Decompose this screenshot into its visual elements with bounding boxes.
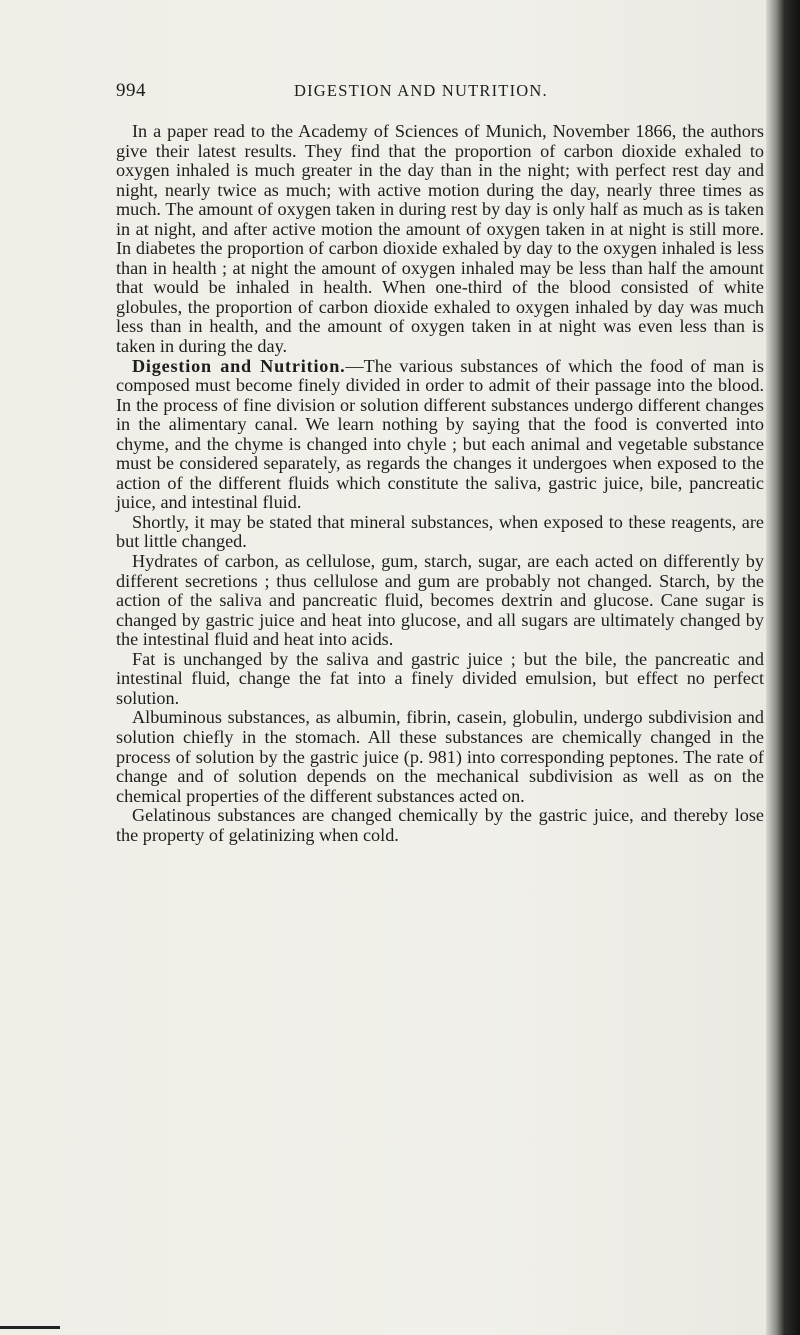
binding-edge (766, 0, 800, 1335)
bottom-rule (0, 1326, 60, 1329)
paragraph-mineral-substances: Shortly, it may be stated that mineral substances, when exposed to these reagents, are but little changed. (116, 511, 764, 552)
running-head (116, 80, 756, 106)
section-heading: Digestion and Nutrition. (132, 355, 346, 376)
paragraph-fat: Fat is unchanged by the saliva and gastric juice ; but the bile, the pancreatic and intestinal fluid, change the fat into a finely divided emulsion, but effect no perfect solution. (116, 648, 764, 708)
paragraph-munich-results: In a paper read to the Academy of Sciences of Munich, November 1866, the authors give their latest results. They find that the proportion of carbon dioxide exhaled to oxygen inhaled is much greater in the day than in the night; with perfect rest day and night, nearly twice as much; with active motion during the day, nearly three times as much. The amount of oxygen taken in during rest by day is only half as much as is taken in at night, and after active motion the amount of oxygen taken in at night is still more. In diabetes the proportion of carbon dioxide exhaled by day to the oxygen inhaled is less than in health ; at night the amount of oxygen inhaled may be less than half the amount that would be inhaled in health. When one-third of the blood consisted of white globules, the proportion of carbon dioxide exhaled to oxygen inhaled by day was much less than in health, and the amount of oxygen taken in at night was even less than is taken in during the day. (116, 121, 764, 357)
page-number: 994 (116, 80, 146, 101)
body-text (116, 122, 764, 845)
paragraph-digestion-intro (116, 357, 764, 513)
running-title: DIGESTION AND NUTRITION. (294, 81, 548, 100)
paragraph-gelatinous-substances: Gelatinous substances are changed chemically by the gastric juice, and thereby lose the property of gelatinizing when cold. (116, 805, 764, 845)
paragraph-albuminous-substances: Albuminous substances, as albumin, fibrin, casein, globulin, undergo subdivision and solution chiefly in the stomach. All these substances are chemically changed in the process of solution by the gastric juice (p. 981) into corresponding peptones. The rate of change and of solution depends on the mechanical subdivision as well as on the chemical properties of the different substances acted on. (116, 707, 764, 806)
paragraph-hydrates-of-carbon: Hydrates of carbon, as cellulose, gum, starch, sugar, are each acted on differently by different secretions ; thus cellulose and gum are probably not changed. Starch, by the action of the saliva and pancreatic fluid, becomes dextrin and glucose. Cane sugar is changed by gastric juice and heat into glucose, and all sugars are ultimately changed by the intestinal fluid and heat into acids. (116, 551, 764, 650)
paragraph-digestion-text: —The various substances of which the food of man is composed must become finely divided in order to admit of their passage into the blood. In the process of fine division or solution different substances undergo different changes in the alimentary canal. We learn nothing by saying that the food is converted into chyme, and the chyme is changed into chyle ; but each animal and vegetable substance must be considered separately, as regards the changes it undergoes when exposed to the action of the different fluids which constitute the saliva, gastric juice, bile, pancreatic juice, and intestinal fluid. (116, 355, 764, 513)
